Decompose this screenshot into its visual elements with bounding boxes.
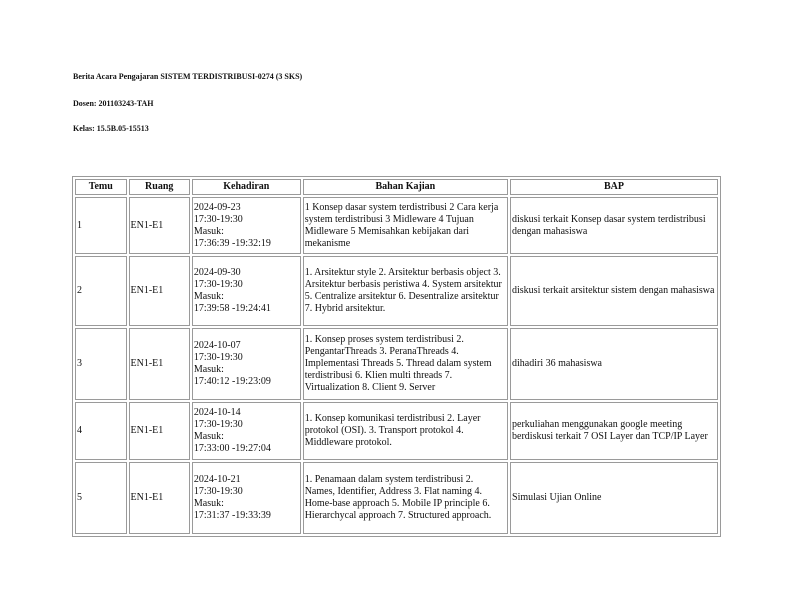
cell-temu: 1 xyxy=(75,197,127,254)
cell-bap: diskusi terkait arsitektur sistem dengan mahasiswa xyxy=(510,256,718,326)
kehadiran-time: 17:30-19:30 xyxy=(193,213,243,225)
cell-bap: dihadiri 36 mahasiswa xyxy=(510,328,718,400)
kelas-label: Kelas: 15.5B.05-15513 xyxy=(73,124,149,133)
kehadiran-masuk-time: 17:31:37 -19:33:39 xyxy=(193,510,271,521)
kehadiran-time: 17:30-19:30 xyxy=(193,419,243,430)
kehadiran-time: 17:30-19:30 xyxy=(193,486,243,497)
cell-bahan-kajian: 1. Arsitektur style 2. Arsitektur berbasis object 3. Arsitektur berbasis peristiwa 4. System arsitektur 5. Centralize arsitektur 6. Desentralize arsitektur 7. Hybrid arsitektur. xyxy=(303,256,508,326)
cell-temu: 4 xyxy=(75,402,127,460)
col-header-bap: BAP xyxy=(510,179,718,195)
table-row xyxy=(75,462,718,534)
kehadiran-masuk-time: 17:40:12 -19:23:09 xyxy=(193,376,271,387)
cell-bahan-kajian: 1. Penamaan dalam system terdistribusi 2. Names, Identifier, Address 3. Flat naming 4. Home-base approach 5. Mobile IP principle 6. Hierarchycal approach 7. Structured approach. xyxy=(303,462,508,534)
cell-ruang: EN1-E1 xyxy=(129,462,190,534)
col-header-bahan-kajian: Bahan Kajian xyxy=(303,179,508,195)
kehadiran-date: 2024-09-30 xyxy=(193,267,241,278)
cell-bap: perkuliahan menggunakan google meeting berdiskusi terkait 7 OSI Layer dan TCP/IP Layer xyxy=(510,402,718,460)
cell-ruang: EN1-E1 xyxy=(129,197,190,254)
kehadiran-time: 17:30-19:30 xyxy=(193,279,243,290)
cell-bap: diskusi terkait Konsep dasar system terdistribusi dengan mahasiswa xyxy=(510,197,718,254)
table-row xyxy=(75,328,718,400)
cell-bahan-kajian: 1. Konsep proses system terdistribusi 2. PengantarThreads 3. PeranaThreads 4. Implementasi Threads 5. Thread dalam system terdistribusi 6. Klien multi threads 7. Virtualization 8. Client 9. Server xyxy=(303,328,508,400)
cell-ruang: EN1-E1 xyxy=(129,402,190,460)
kehadiran-date: 2024-09-23 xyxy=(193,201,241,213)
col-header-ruang: Ruang xyxy=(129,179,190,195)
kehadiran-masuk-label: Masuk: xyxy=(193,225,224,237)
cell-kehadiran xyxy=(192,328,301,400)
cell-bahan-kajian: 1 Konsep dasar system terdistribusi 2 Cara kerja system terdistribusi 3 Midleware 4 Tujuan Midleware 5 Memisahkan kebijakan dari mekanisme xyxy=(303,197,508,254)
cell-kehadiran xyxy=(192,256,301,326)
cell-kehadiran xyxy=(192,197,301,254)
dosen-label: Dosen: 201103243-TAH xyxy=(73,99,154,108)
table-row xyxy=(75,402,718,460)
table-row xyxy=(75,197,718,254)
col-header-kehadiran: Kehadiran xyxy=(192,179,301,195)
kehadiran-masuk-label: Masuk: xyxy=(193,364,224,375)
kehadiran-masuk-label: Masuk: xyxy=(193,291,224,302)
cell-kehadiran xyxy=(192,462,301,534)
document-title: Berita Acara Pengajaran SISTEM TERDISTRIBUSI-0274 (3 SKS) xyxy=(73,72,303,81)
cell-bahan-kajian: 1. Konsep komunikasi terdistribusi 2. Layer protokol (OSI). 3. Transport protokol 4. Middleware protokol. xyxy=(303,402,508,460)
cell-temu: 2 xyxy=(75,256,127,326)
bap-table xyxy=(72,176,721,537)
kehadiran-masuk-time: 17:33:00 -19:27:04 xyxy=(193,443,271,454)
kehadiran-masuk-label: Masuk: xyxy=(193,498,224,509)
table-row xyxy=(75,256,718,326)
cell-bap: Simulasi Ujian Online xyxy=(510,462,718,534)
kehadiran-masuk-label: Masuk: xyxy=(193,431,224,442)
kehadiran-date: 2024-10-21 xyxy=(193,474,241,485)
cell-temu: 5 xyxy=(75,462,127,534)
table-header-row xyxy=(75,179,718,195)
cell-temu: 3 xyxy=(75,328,127,400)
kehadiran-date: 2024-10-07 xyxy=(193,340,241,351)
cell-ruang: EN1-E1 xyxy=(129,256,190,326)
kehadiran-masuk-time: 17:36:39 -19:32:19 xyxy=(193,237,271,249)
kehadiran-masuk-time: 17:39:58 -19:24:41 xyxy=(193,303,271,314)
cell-kehadiran xyxy=(192,402,301,460)
kehadiran-time: 17:30-19:30 xyxy=(193,352,243,363)
col-header-temu: Temu xyxy=(75,179,127,195)
kehadiran-date: 2024-10-14 xyxy=(193,407,241,418)
cell-ruang: EN1-E1 xyxy=(129,328,190,400)
